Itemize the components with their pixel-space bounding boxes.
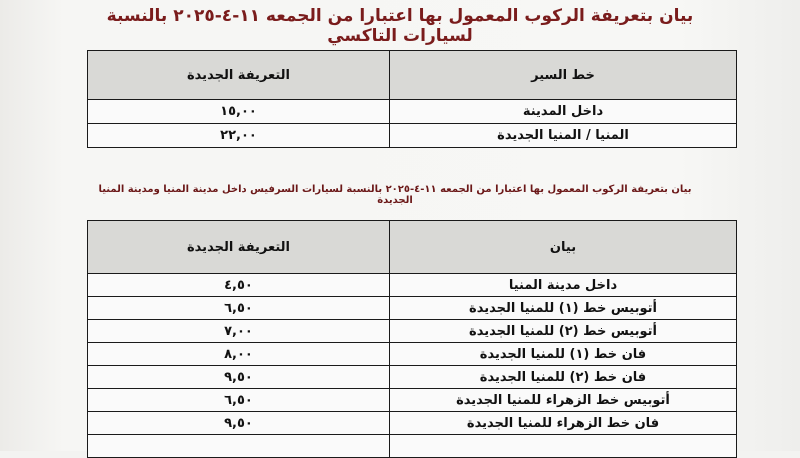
table-row <box>88 320 737 343</box>
table-row <box>88 435 737 458</box>
taxi-fare-title: بيان بتعريفة الركوب المعمول بها اعتبارا من الجمعه ١١-٤-٢٠٢٥ بالنسبة لسيارات التاكسي <box>106 6 694 46</box>
item-cell: أتوبيس خط (٢) للمنيا الجديدة <box>390 320 737 343</box>
service-fare-table <box>87 220 737 458</box>
fare-cell: ٩,٥٠ <box>88 412 390 435</box>
table-row <box>88 124 737 148</box>
table-row <box>88 274 737 297</box>
table-row <box>88 389 737 412</box>
table-row <box>88 297 737 320</box>
fare-cell: ٦,٥٠ <box>88 389 390 412</box>
fare-cell: ٦,٥٠ <box>88 297 390 320</box>
route-header: خط السير <box>390 51 737 100</box>
taxi-fare-table <box>87 50 737 148</box>
item-cell: فان خط الزهراء للمنيا الجديدة <box>390 412 737 435</box>
item-header: بيان <box>390 221 737 274</box>
fare-cell: ٩,٥٠ <box>88 366 390 389</box>
fare-cell: ٢٢,٠٠ <box>88 124 390 148</box>
fare-cell <box>88 435 390 458</box>
item-cell: فان خط (١) للمنيا الجديدة <box>390 343 737 366</box>
item-cell: أتوبيس خط الزهراء للمنيا الجديدة <box>390 389 737 412</box>
fare-header: التعريفة الجديدة <box>88 221 390 274</box>
item-cell: فان خط (٢) للمنيا الجديدة <box>390 366 737 389</box>
item-cell: داخل مدينة المنيا <box>390 274 737 297</box>
fare-cell: ٧,٠٠ <box>88 320 390 343</box>
fare-cell: ١٥,٠٠ <box>88 100 390 124</box>
table-header-row <box>88 51 737 100</box>
table-row <box>88 412 737 435</box>
item-cell: أتوبيس خط (١) للمنيا الجديدة <box>390 297 737 320</box>
table-row <box>88 100 737 124</box>
route-cell: داخل المدينة <box>390 100 737 124</box>
service-fare-title: بيان بتعريفة الركوب المعمول بها اعتبارا من الجمعه ١١-٤-٢٠٢٥ بالنسبة لسيارات السرفيس داخل مدينة المنيا ومدينة المنيا الجديدة <box>98 184 692 206</box>
fare-cell: ٤,٥٠ <box>88 274 390 297</box>
table-header-row <box>88 221 737 274</box>
fare-header: التعريفة الجديدة <box>88 51 390 100</box>
table-row <box>88 343 737 366</box>
table-row <box>88 366 737 389</box>
route-cell: المنيا / المنيا الجديدة <box>390 124 737 148</box>
fare-cell: ٨,٠٠ <box>88 343 390 366</box>
item-cell <box>390 435 737 458</box>
